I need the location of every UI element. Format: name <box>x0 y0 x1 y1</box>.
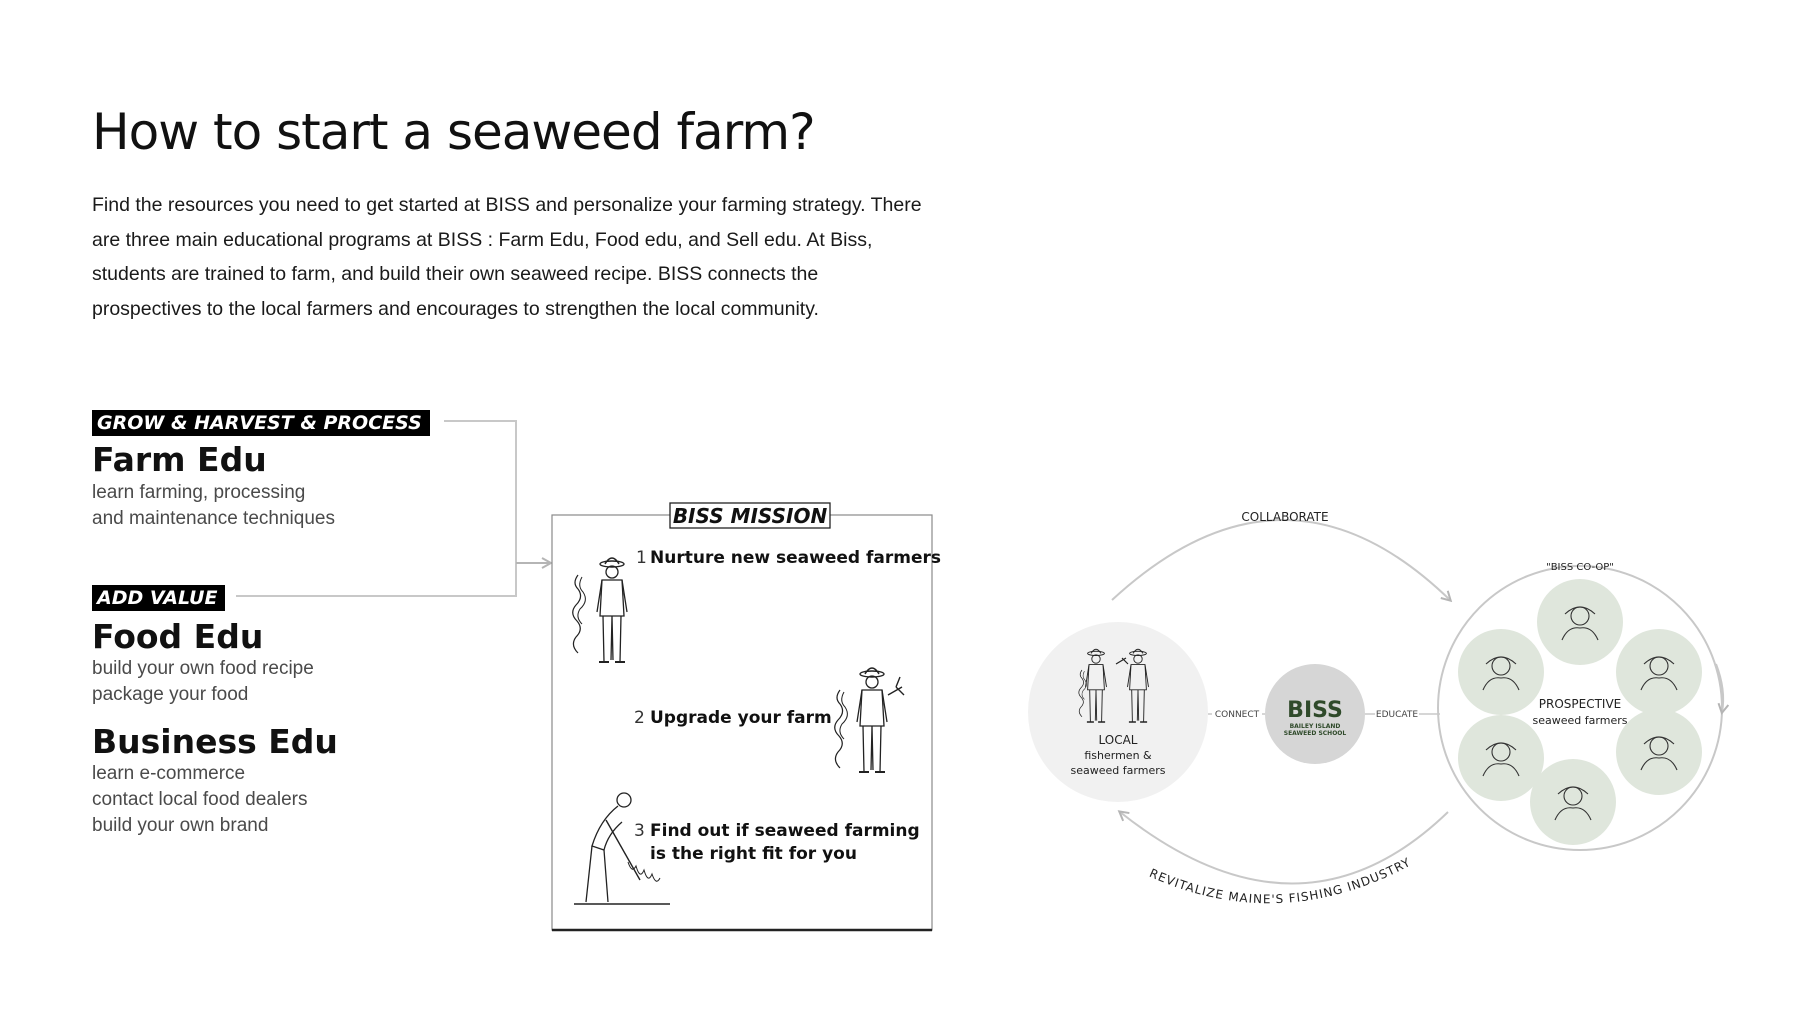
farm-edu-tag: GROW & HARVEST & PROCESS <box>92 410 430 436</box>
connect-label: CONNECT <box>1214 710 1260 720</box>
mission-item-number: 2 <box>634 708 645 728</box>
farm-edu-line: learn farming, processing <box>92 482 306 503</box>
business-edu-line: learn e-commerce <box>92 763 246 784</box>
intro-line: Find the resources you need to get started at BISS and personalize your farming strategy. There <box>92 194 922 216</box>
collaborate-arrow <box>1112 520 1450 600</box>
mission-item-text: Nurture new seaweed farmers <box>650 548 942 568</box>
educate-label: EDUCATE <box>1375 710 1419 720</box>
farm-edu-line: and maintenance techniques <box>92 508 335 529</box>
business-edu-line: contact local food dealers <box>92 789 308 810</box>
farm-edu-connector <box>444 421 516 597</box>
biss-logo-subtitle: SEAWEED SCHOOL <box>1283 730 1347 737</box>
intro-line: prospectives to the local farmers and encourages to strengthen the local community. <box>92 297 819 320</box>
mission-item-text: is the right fit for you <box>650 844 857 864</box>
food-edu-line: package your food <box>92 684 249 705</box>
intro-line: students are trained to farm, and build their own seaweed recipe. BISS connects the <box>92 263 819 286</box>
mission-item-text: Upgrade your farm <box>650 708 832 728</box>
prospective-title: PROSPECTIVE <box>1538 697 1622 711</box>
page-title: How to start a seaweed farm? <box>92 103 815 161</box>
business-edu-title: Business Edu <box>92 722 338 761</box>
mission-item-number: 3 <box>634 821 645 841</box>
local-line: seaweed farmers <box>1070 764 1166 777</box>
food-edu-title: Food Edu <box>92 617 264 656</box>
intro-line: are three main educational programs at BISS : Farm Edu, Food edu, and Sell edu. At Biss, <box>92 228 873 251</box>
local-line: fishermen & <box>1084 749 1152 762</box>
food-edu-tag: ADD VALUE <box>92 585 225 611</box>
biss-logo: BISS <box>1287 698 1343 723</box>
revitalize-label: REVITALIZE MAINE'S FISHING INDUSTRY <box>1147 854 1414 907</box>
prospective-farmer-group <box>1458 579 1702 845</box>
food-edu-line: build your own food recipe <box>92 658 314 679</box>
farm-edu-title: Farm Edu <box>92 440 267 479</box>
coop-label: "BISS CO-OP" <box>1546 562 1614 573</box>
mission-label: BISS MISSION <box>672 504 828 528</box>
local-title: LOCAL <box>1098 733 1138 747</box>
prospective-subtitle: seaweed farmers <box>1532 714 1628 727</box>
biss-logo-subtitle: BAILEY ISLAND <box>1289 723 1341 730</box>
mission-item-text: Find out if seaweed farming <box>650 821 920 841</box>
business-edu-line: build your own brand <box>92 815 269 836</box>
mission-item-number: 1 <box>636 548 647 568</box>
collaborate-label: COLLABORATE <box>1241 510 1329 524</box>
